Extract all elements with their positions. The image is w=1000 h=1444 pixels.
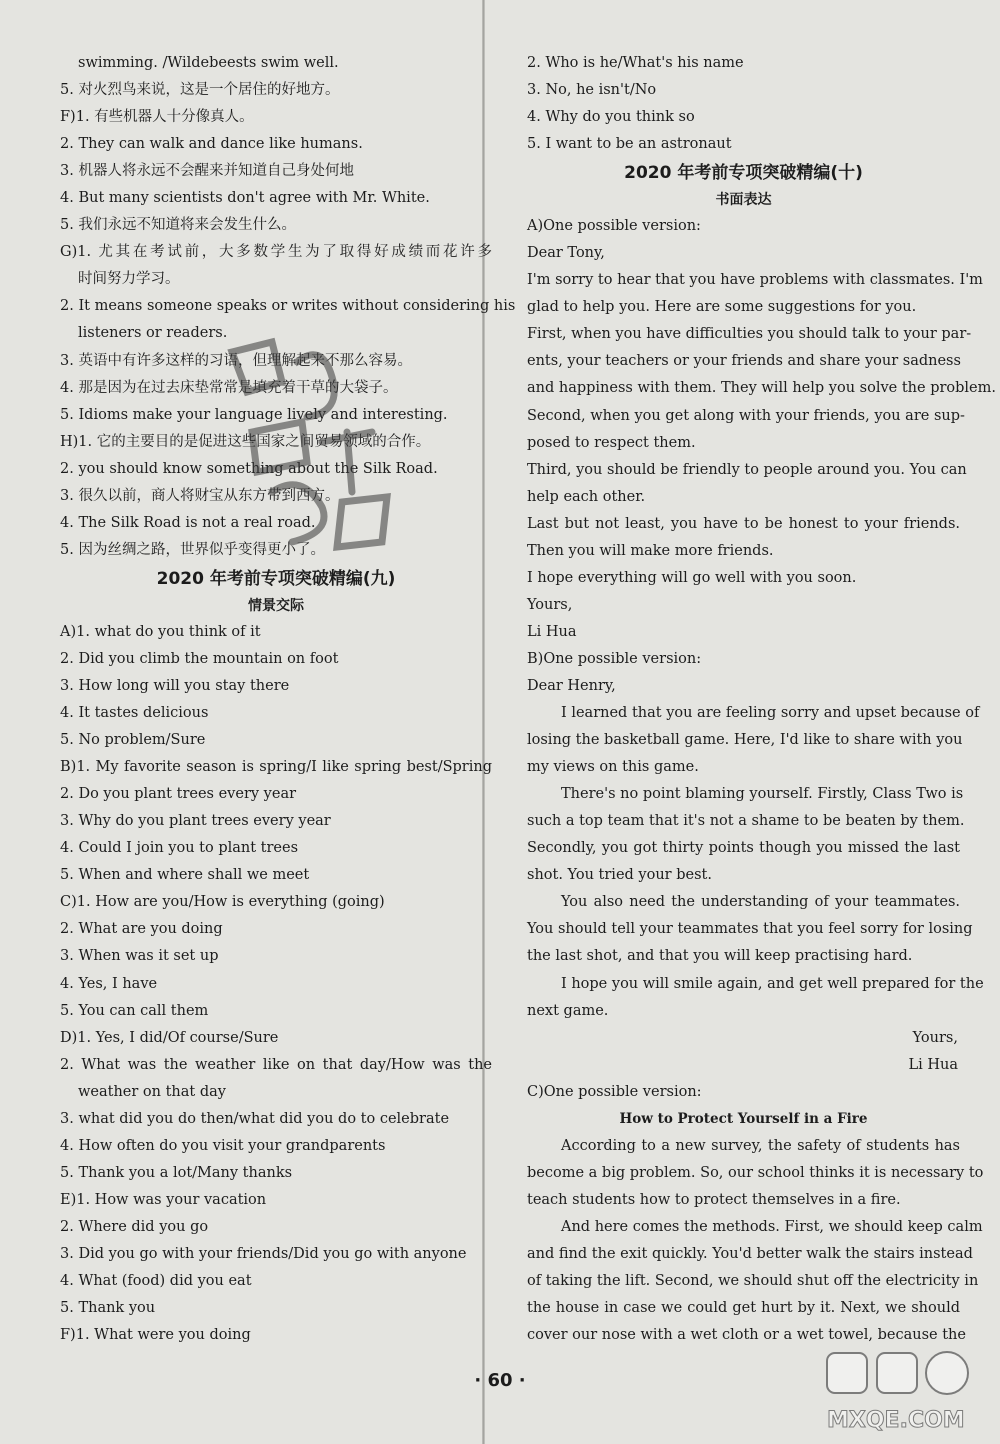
text-line: 2. What are you doing	[60, 921, 223, 938]
text-line: There's no point blaming yourself. Firstly, Class Two is	[561, 786, 964, 803]
text-line: weather on that day	[78, 1083, 226, 1100]
page-number: · 60 ·	[474, 1370, 526, 1391]
site-logo-icon	[815, 1345, 995, 1440]
essay-title: How to Protect Yourself in a Fire	[619, 1110, 868, 1127]
text-line: 3. 机器人将永远不会醒来并知道自己身处何地	[60, 163, 354, 180]
text-line: E)1. How was your vacation	[60, 1191, 267, 1208]
text-line: Secondly, you got thirty points though you missed the last	[527, 840, 960, 857]
text-line: such a top team that it's not a shame to be beaten by them.	[527, 813, 965, 830]
text-line: 2. It means someone speaks or writes without considering his	[60, 298, 516, 315]
text-line: Yours,	[527, 596, 573, 613]
text-line: help each other.	[527, 488, 646, 505]
text-line: 4. Could I join you to plant trees	[60, 840, 299, 857]
text-line: 2. Who is he/What's his name	[527, 55, 744, 71]
text-line: 4. The Silk Road is not a real road.	[60, 514, 316, 531]
text-line: next game.	[527, 1002, 609, 1019]
right-column	[527, 50, 996, 1349]
text-line: 3. How long will you stay there	[60, 677, 290, 694]
text-line: 5. No problem/Sure	[60, 732, 206, 749]
text-line: 4. 那是因为在过去床垫常常是填充着干草的大袋子。	[60, 379, 398, 396]
text-line: posed to respect them.	[527, 434, 696, 451]
text-line: 2. What was the weather like on that day/How was the	[60, 1056, 492, 1073]
text-line: swimming. /Wildebeests swim well.	[78, 55, 339, 71]
text-line: H)1. 它的主要目的是促进这些国家之间贸易领域的合作。	[60, 433, 431, 450]
text-line: 4. Why do you think so	[527, 109, 695, 126]
text-line: shot. You tried your best.	[527, 867, 712, 884]
text-line: Third, you should be friendly to people around you. You can	[527, 461, 967, 478]
text-line: 3. When was it set up	[60, 948, 219, 965]
text-line: 5. You can call them	[60, 1002, 209, 1019]
text-line: become a big problem. So, our school thinks it is necessary to	[527, 1164, 984, 1181]
section-title: 2020 年考前专项突破精编(十)	[624, 163, 863, 184]
text-line: 4. It tastes delicious	[60, 705, 209, 722]
text-line: 2. you should know something about the Silk Road.	[60, 460, 438, 477]
text-line: Li Hua	[908, 1056, 958, 1073]
text-line: 4. But many scientists don't agree with Mr. White.	[60, 190, 430, 207]
section-subtitle: 书面表达	[715, 192, 772, 209]
text-line: I'm sorry to hear that you have problems with classmates. I'm	[527, 272, 983, 289]
text-line: 5. 我们永远不知道将来会发生什么。	[60, 217, 296, 234]
text-line: 时间努力学习。	[78, 271, 180, 288]
text-line: Last but not least, you have to be honest to your friends.	[527, 515, 960, 532]
text-line: Dear Henry,	[527, 677, 616, 694]
text-line: Then you will make more friends.	[527, 542, 774, 559]
text-line: 3. No, he isn't/No	[527, 82, 657, 99]
text-line: 5. I want to be an astronaut	[527, 136, 732, 153]
text-line: F)1. 有些机器人十分像真人。	[60, 109, 254, 126]
text-line: First, when you have difficulties you should talk to your par-	[527, 326, 972, 343]
text-line: 2. They can walk and dance like humans.	[60, 136, 363, 153]
text-line: I hope you will smile again, and get well prepared for the	[561, 975, 984, 992]
text-line: cover our nose with a wet cloth or a wet towel, because the	[527, 1327, 966, 1344]
text-line: 3. 很久以前，商人将财宝从东方带到西方。	[60, 487, 340, 504]
svg-text:MXQE.COM: MXQE.COM	[827, 1408, 965, 1433]
text-line: According to a new survey, the safety of students has	[561, 1137, 960, 1154]
left-column	[60, 50, 516, 1349]
text-line: A)1. what do you think of it	[60, 623, 261, 640]
text-line: 5. 对火烈鸟来说，这是一个居住的好地方。	[60, 82, 340, 99]
text-line: 5. Thank you a lot/Many thanks	[60, 1164, 293, 1181]
text-line: 5. 因为丝绸之路，世界似乎变得更小了。	[60, 541, 325, 558]
text-line: listeners or readers.	[78, 325, 228, 342]
text-line: the house in case we could get hurt by it. Next, we should	[527, 1300, 960, 1317]
text-line: Yours,	[912, 1029, 958, 1046]
text-line: my views on this game.	[527, 759, 699, 776]
text-line: C)1. How are you/How is everything (going)	[60, 894, 385, 911]
text-line: 5. When and where shall we meet	[60, 867, 310, 884]
text-line: 4. How often do you visit your grandparents	[60, 1137, 386, 1154]
section-subtitle: 情景交际	[248, 597, 304, 614]
text-line: C)One possible version:	[527, 1083, 702, 1100]
text-line: And here comes the methods. First, we should keep calm	[561, 1218, 983, 1235]
text-line: and happiness with them. They will help you solve the problem.	[527, 380, 996, 397]
text-line: 3. Why do you plant trees every year	[60, 813, 331, 830]
text-line: D)1. Yes, I did/Of course/Sure	[60, 1029, 279, 1046]
text-line: 3. what did you do then/what did you do to celebrate	[60, 1110, 450, 1127]
section-title: 2020 年考前专项突破精编(九)	[156, 568, 396, 589]
text-line: of taking the lift. Second, we should shut off the electricity in	[527, 1272, 979, 1289]
text-line: the last shot, and that you will keep practising hard.	[527, 948, 913, 965]
text-line: 2. Where did you go	[60, 1218, 209, 1235]
text-line: 5. Thank you	[60, 1300, 156, 1317]
text-line: B)One possible version:	[527, 650, 702, 667]
text-line: 4. What (food) did you eat	[60, 1273, 252, 1290]
text-line: Second, when you get along with your friends, you are sup-	[527, 407, 965, 424]
text-line: teach students how to protect themselves in a fire.	[527, 1191, 901, 1208]
text-line: B)1. My favorite season is spring/I like spring best/Spring	[60, 759, 492, 776]
text-line: I learned that you are feeling sorry and upset because of	[561, 705, 980, 722]
text-line: G)1. 尤其在考试前，大多数学生为了取得好成绩而花许多	[60, 244, 492, 261]
stamp-watermark-icon	[212, 322, 412, 562]
text-line: 5. Idioms make your language lively and interesting.	[60, 406, 448, 423]
text-line: You should tell your teammates that you feel sorry for losing	[527, 921, 973, 938]
text-line: losing the basketball game. Here, I'd like to share with you	[527, 732, 963, 749]
text-line: 3. Did you go with your friends/Did you go with anyone	[60, 1245, 467, 1262]
text-line: 2. Did you climb the mountain on foot	[60, 650, 339, 667]
text-line: glad to help you. Here are some suggestions for you.	[527, 299, 917, 316]
text-line: 4. Yes, I have	[60, 975, 158, 992]
text-line: Dear Tony,	[527, 245, 605, 262]
text-line: 2. Do you plant trees every year	[60, 786, 297, 803]
text-line: A)One possible version:	[527, 218, 701, 235]
text-line: 3. 英语中有许多这样的习语，但理解起来不那么容易。	[60, 352, 412, 369]
text-line: ents, your teachers or your friends and share your sadness	[527, 353, 961, 370]
text-line: and find the exit quickly. You'd better walk the stairs instead	[527, 1245, 973, 1262]
text-line: Li Hua	[527, 623, 577, 640]
text-line: You also need the understanding of your teammates.	[561, 894, 960, 911]
text-line: F)1. What were you doing	[60, 1327, 251, 1344]
text-line: I hope everything will go well with you soon.	[527, 569, 857, 586]
